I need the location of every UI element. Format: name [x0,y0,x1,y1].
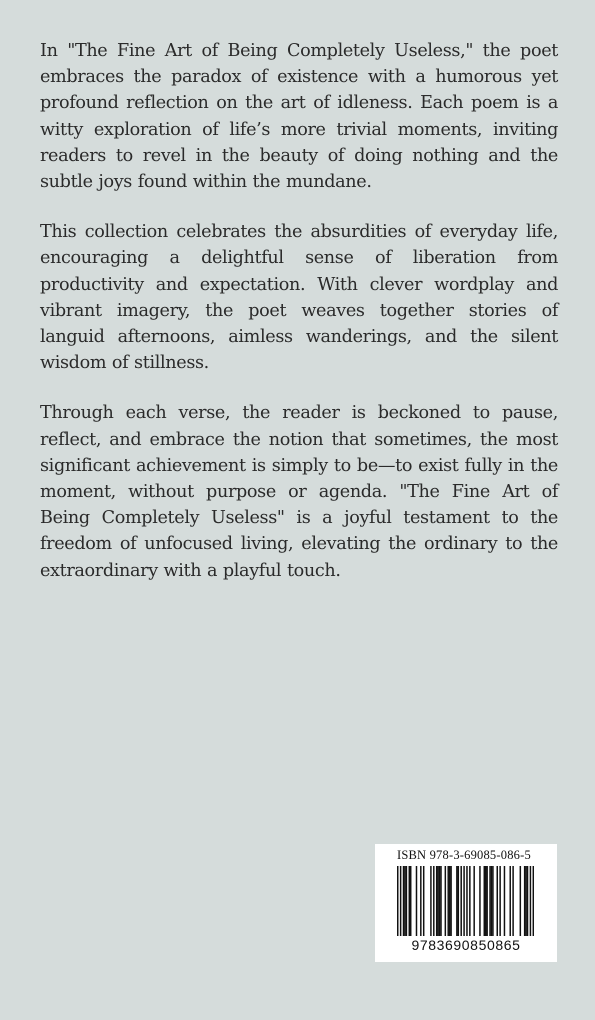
barcode-bars [397,866,534,936]
barcode-bar [397,866,398,936]
barcode-bar [530,866,531,936]
barcode-bar [410,866,411,936]
barcode-bar [484,866,485,936]
barcode-bar [525,866,526,936]
barcode-bar [458,866,459,936]
barcode-bar [445,866,446,936]
barcode-bar [486,866,487,936]
barcode-bar [430,866,431,936]
barcode-bar [420,866,421,936]
barcode-bar [416,866,417,936]
barcode-bar [404,866,405,936]
barcode-bar [449,866,450,936]
blurb-text [40,38,558,608]
barcode-bar [491,866,492,936]
barcode-bar [450,866,451,936]
barcode-bar [469,866,470,936]
barcode-bar [479,866,480,936]
blurb-paragraph-1: In "The Fine Art of Being Completely Useless," the poet embraces the paradox of existence with a humorous yet profound reflection on the art of idleness. Each poem is a witty exploration of life’s more trivial moments, inviting readers to revel in the beauty of doing nothing and the subtle joys found within the mundane. [40,41,558,193]
barcode-bar [423,866,424,936]
barcode-bar [456,866,457,936]
barcode-bar [520,866,521,936]
barcode-bar [489,866,490,936]
isbn-label: ISBN 978-3-69085-086-5 [397,848,531,862]
barcode-bar [460,866,461,936]
barcode-bar [533,866,534,936]
barcode-bar [466,866,467,936]
barcode-bar [409,866,410,936]
barcode-bar [447,866,448,936]
barcode-bar [436,866,437,936]
barcode-bar [497,866,498,936]
blurb-paragraph-3: Through each verse, the reader is beckoned to pause, reflect, and embrace the notion that sometimes, the most significant achievement is simply to be—to exist fully in the moment, without purpose or agenda. "The Fine Art of Being Completely Useless" is a joyful testament to the freedom of unfocused living, elevating the ordinary to the extraordinary with a playful touch. [40,403,558,581]
barcode-bar [439,866,440,936]
barcode-bar [512,866,513,936]
barcode-bar [440,866,441,936]
barcode-bar [524,866,525,936]
barcode-bar [473,866,474,936]
barcode-bar [437,866,438,936]
isbn-digits: 9783690850865 [411,937,521,953]
blurb-paragraph-2: This collection celebrates the absurdities of everyday life, encouraging a delightful sense of liberation from productivity and expectation. With clever wordplay and vibrant imagery, the poet weaves together stories of languid afternoons, aimless wanderings, and the silent wisdom of stillness. [40,222,558,374]
barcode-bar [492,866,493,936]
barcode-bar [509,866,510,936]
barcode-bar [463,866,464,936]
barcode-bar [400,866,401,936]
barcode-bar [527,866,528,936]
barcode-bar [504,866,505,936]
barcode-bar [499,866,500,936]
barcode-panel [375,844,557,962]
barcode-bar [406,866,407,936]
barcode-bar [403,866,404,936]
barcode-bar [485,866,486,936]
barcode-bar [433,866,434,936]
